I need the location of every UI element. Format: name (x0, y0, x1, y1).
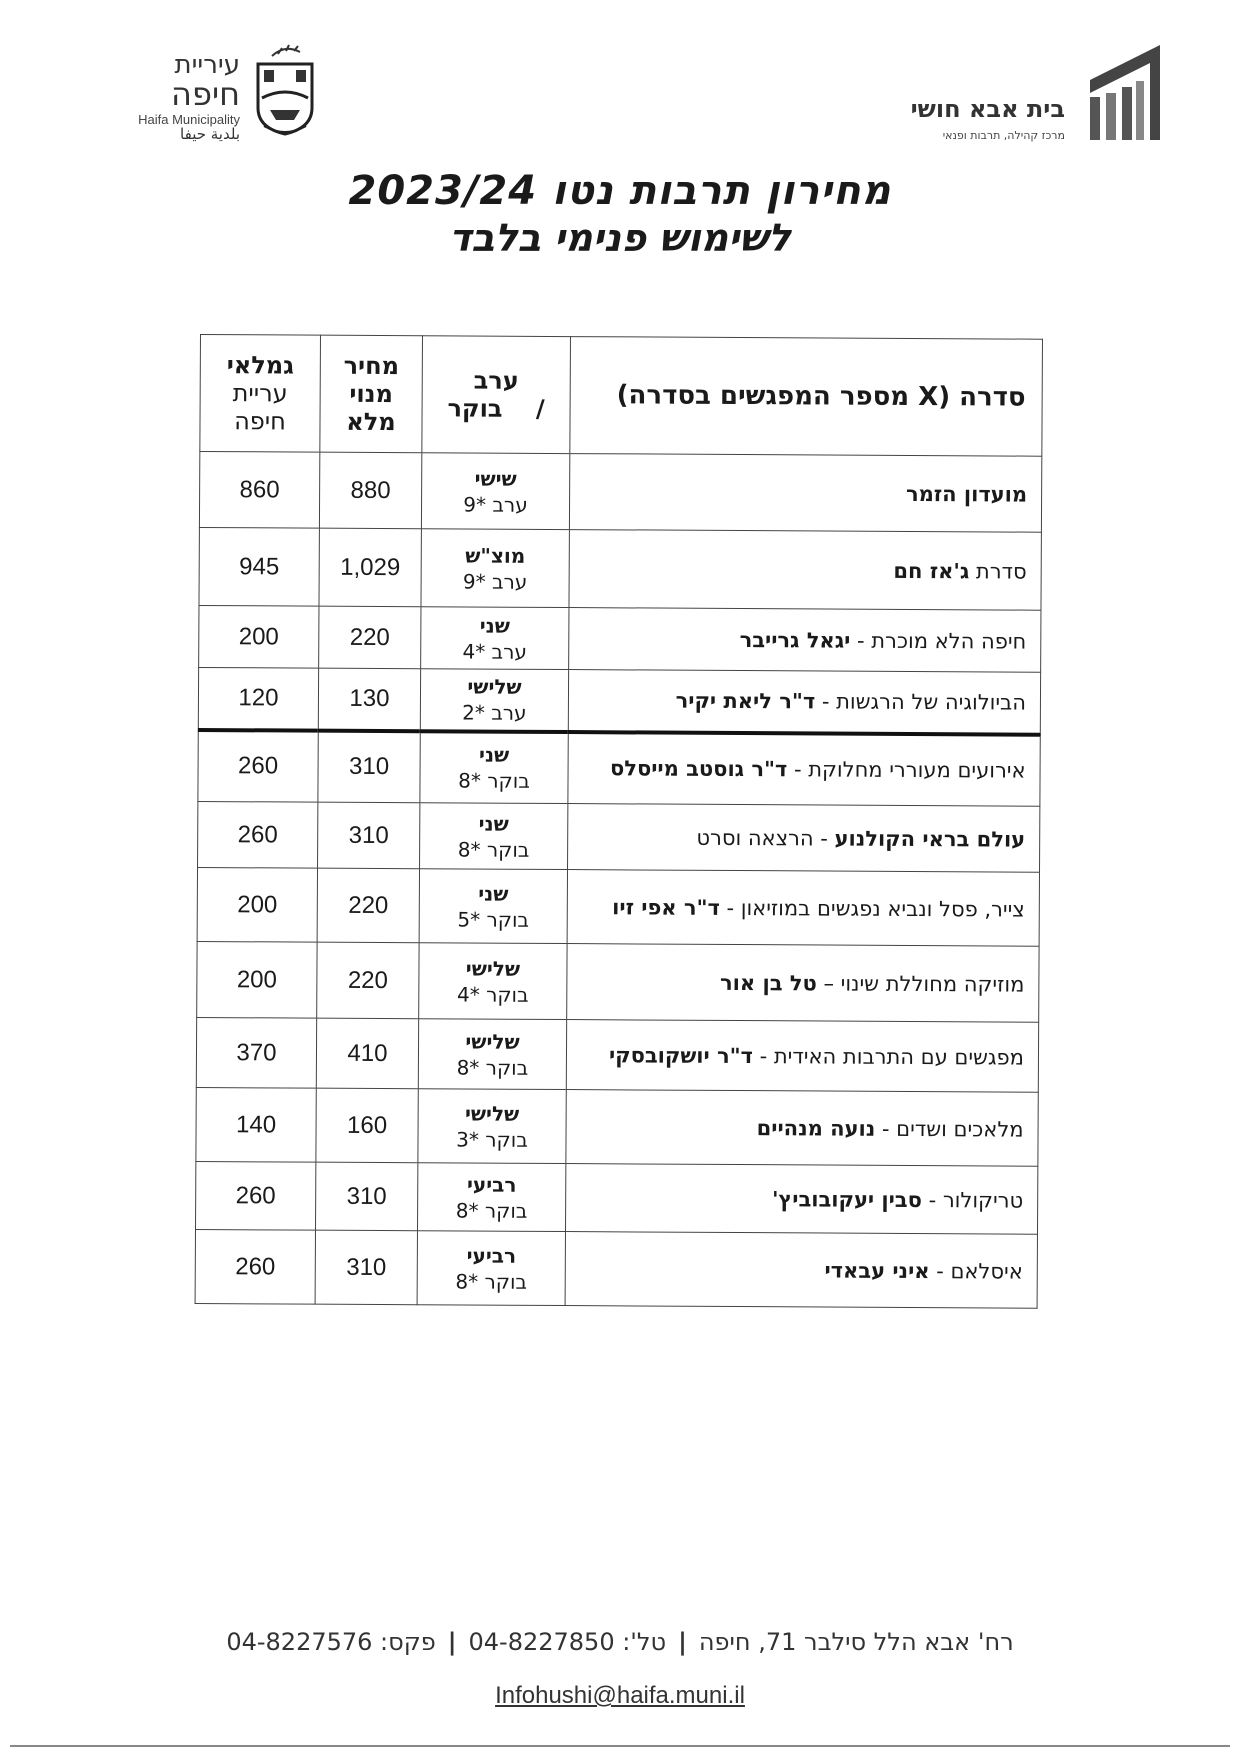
day-label: רביעי (467, 1172, 517, 1197)
time-cell (417, 1163, 565, 1232)
table-row (195, 1161, 1037, 1234)
time-label: בוקר *5 (457, 906, 530, 932)
time-label: בוקר *8 (455, 1197, 528, 1223)
time-label: ערב *9 (462, 568, 528, 594)
time-label: בוקר *8 (455, 1268, 528, 1294)
seniors-price-cell: 140 (196, 1087, 316, 1162)
series-plain: מוזיקה מחוללת שינוי – (816, 970, 1025, 997)
series-plain: איסלאם - (929, 1258, 1023, 1284)
seniors-price-cell: 200 (197, 941, 317, 1018)
series-plain: מלאכים ושדים - (875, 1116, 1024, 1142)
price-table-container (195, 334, 1042, 1309)
haifa-crest-icon (250, 42, 320, 137)
full-price-cell: 410 (316, 1018, 418, 1089)
building-icon (1070, 45, 1165, 140)
time-cell (418, 1019, 566, 1090)
series-cell (568, 670, 1040, 735)
price-table-body (195, 452, 1042, 1309)
table-row (196, 1017, 1038, 1092)
time-label: בוקר *3 (456, 1126, 528, 1152)
full-price-cell: 310 (315, 1230, 417, 1305)
full-price-cell: 220 (319, 606, 421, 669)
day-label: שלישי (467, 674, 522, 699)
municipality-english: Haifa Municipality (138, 112, 240, 127)
full-price-cell: 220 (317, 868, 419, 943)
municipality-name (120, 52, 240, 141)
header-seniors-line1: גמלאי (226, 351, 294, 380)
municipality-hebrew-line2: חיפה (171, 75, 240, 113)
seniors-price-cell: 120 (198, 667, 318, 730)
series-lecturer: טל בן אור (720, 970, 817, 995)
footer-contact: רח' אבא הלל סילבר 71, חיפה|טל': 04-8227850|פקס: 04-8227576 (226, 1628, 1014, 1656)
header-series: סדרה (X מספר המפגשים בסדרה) (570, 337, 1043, 457)
series-lecturer: ג'אז חם (893, 558, 970, 583)
seniors-price-cell: 860 (199, 452, 319, 529)
series-lecturer: ד"ר ליאת יקיר (675, 688, 816, 714)
time-label: בוקר *8 (456, 1054, 529, 1080)
series-plain: צייר, פסל ונביא נפגשים במוזיאון - (719, 895, 1025, 922)
haifa-municipality-logo (120, 42, 325, 142)
seniors-price-cell: 200 (199, 605, 319, 668)
full-price-cell: 130 (318, 668, 420, 731)
header-time-line2: / בוקר (447, 394, 545, 423)
time-label: ערב *2 (462, 700, 527, 725)
price-table (195, 334, 1043, 1309)
footer-fax: פקס: 04-8227576 (226, 1628, 436, 1656)
time-cell (419, 869, 567, 944)
header-seniors (200, 335, 321, 453)
document-title: מחירון תרבות נטו 2023/24 (348, 168, 892, 214)
municipality-arabic: بلدية حيفا (180, 125, 240, 143)
full-price-cell: 1,029 (319, 528, 421, 607)
full-price-cell: 310 (315, 1162, 417, 1231)
table-row (198, 667, 1040, 734)
community-center-name: בית אבא חושי (910, 95, 1065, 123)
series-plain: סדרת (969, 558, 1027, 584)
day-label: שישי (474, 466, 517, 491)
series-cell (565, 1232, 1037, 1309)
series-cell (569, 454, 1041, 533)
time-cell (421, 607, 569, 670)
series-cell (569, 530, 1041, 611)
series-plain: הביולוגיה של הרגשות - (815, 689, 1027, 715)
footer-email-link[interactable]: Infohushi@haifa.muni.il (495, 1682, 745, 1709)
time-cell (420, 669, 568, 732)
full-price-cell: 310 (318, 730, 420, 803)
series-plain: אירועים מעוררי מחלוקת - (787, 757, 1026, 783)
time-cell (419, 943, 567, 1020)
series-cell (566, 1090, 1038, 1167)
series-cell (567, 944, 1039, 1023)
table-row (196, 1087, 1038, 1166)
time-cell (418, 1089, 566, 1164)
day-label: רביעי (466, 1243, 517, 1268)
document-subtitle: לשימוש פנימי בלבד (449, 216, 791, 260)
table-header-row (200, 335, 1043, 457)
seniors-price-cell: 260 (195, 1161, 315, 1230)
time-cell (421, 529, 569, 608)
table-row (199, 605, 1041, 672)
day-label: שלישי (465, 1028, 520, 1054)
full-price-cell: 880 (319, 452, 421, 529)
time-label: בוקר *8 (458, 768, 530, 794)
series-cell (566, 1020, 1038, 1093)
day-label: שלישי (464, 1100, 520, 1126)
seniors-price-cell: 260 (198, 801, 318, 868)
series-lecturer: ד"ר גוסטב מייסלס (609, 756, 788, 782)
day-label: מוצ"ש (465, 542, 526, 568)
series-tail: - הרצאה וסרט (696, 825, 835, 851)
time-cell (417, 1231, 565, 1306)
day-label: שני (479, 742, 510, 767)
series-cell (568, 804, 1040, 873)
series-lecturer: סבין יעקובוביץ' (771, 1186, 923, 1212)
series-lecturer: איני עבאדי (824, 1258, 930, 1283)
series-lecturer: יגאל גרייבר (739, 627, 851, 653)
series-cell (567, 870, 1039, 947)
table-row (197, 867, 1039, 946)
series-cell (565, 1164, 1037, 1235)
municipality-hebrew-line1: עיריית (174, 50, 240, 80)
table-row (198, 801, 1040, 872)
seniors-price-cell: 260 (195, 1229, 315, 1304)
header-seniors-line2: עריית (232, 379, 288, 408)
seniors-price-cell: 260 (198, 729, 318, 802)
seniors-price-cell: 945 (199, 527, 319, 606)
full-price-cell: 160 (316, 1088, 418, 1163)
header-full-price (320, 335, 423, 453)
time-label: ערב *9 (463, 491, 528, 517)
series-lecturer: מועדון הזמר (905, 481, 1028, 507)
table-row (199, 452, 1041, 533)
series-lecturer: ד"ר יושקובסקי (608, 1042, 754, 1068)
series-plain: מפגשים עם התרבות האידית - (752, 1043, 1025, 1070)
series-plain: טריקולור - (921, 1187, 1024, 1213)
time-cell (420, 803, 568, 870)
full-price-cell: 220 (317, 942, 419, 1019)
seniors-price-cell: 370 (196, 1017, 316, 1088)
beit-abba-hushi-logo (910, 45, 1165, 145)
series-cell (569, 608, 1041, 673)
header-full-price-line2: מנוי (349, 379, 394, 409)
day-label: שני (479, 613, 511, 638)
footer-phone: טל': 04-8227850 (468, 1628, 667, 1656)
series-lecturer: ד"ר אפי זיו (612, 894, 720, 920)
time-label: בוקר *8 (457, 836, 530, 862)
table-row (199, 527, 1041, 610)
day-label: שלישי (465, 955, 521, 981)
bottom-divider (10, 1745, 1230, 1747)
time-label: בוקר *4 (456, 981, 529, 1007)
footer-address: רח' אבא הלל סילבר 71, חיפה (698, 1628, 1014, 1656)
day-label: שני (478, 811, 509, 836)
series-cell (568, 732, 1040, 807)
table-row (195, 1229, 1037, 1308)
header-full-price-line3: מלא (346, 407, 396, 437)
time-cell (421, 453, 569, 530)
seniors-price-cell: 200 (197, 867, 317, 942)
community-center-subtitle: מרכז קהילה, תרבות ופנאי (942, 129, 1065, 142)
table-row (197, 941, 1039, 1022)
header-full-price-line1: מחיר (343, 351, 400, 381)
time-label: ערב *4 (462, 638, 528, 664)
series-plain: חיפה הלא מוכרת - (850, 628, 1027, 654)
series-lecturer: נועה מנהיים (756, 1115, 876, 1141)
full-price-cell: 310 (318, 802, 420, 869)
series-lecturer: עולם בראי הקולנוע (834, 826, 1026, 852)
day-label: שני (478, 881, 509, 906)
time-cell (420, 731, 568, 804)
table-row (198, 729, 1040, 806)
header-time (422, 336, 571, 454)
header-seniors-line3: חיפה (234, 407, 286, 436)
header-time-line1: ערב (473, 366, 519, 395)
